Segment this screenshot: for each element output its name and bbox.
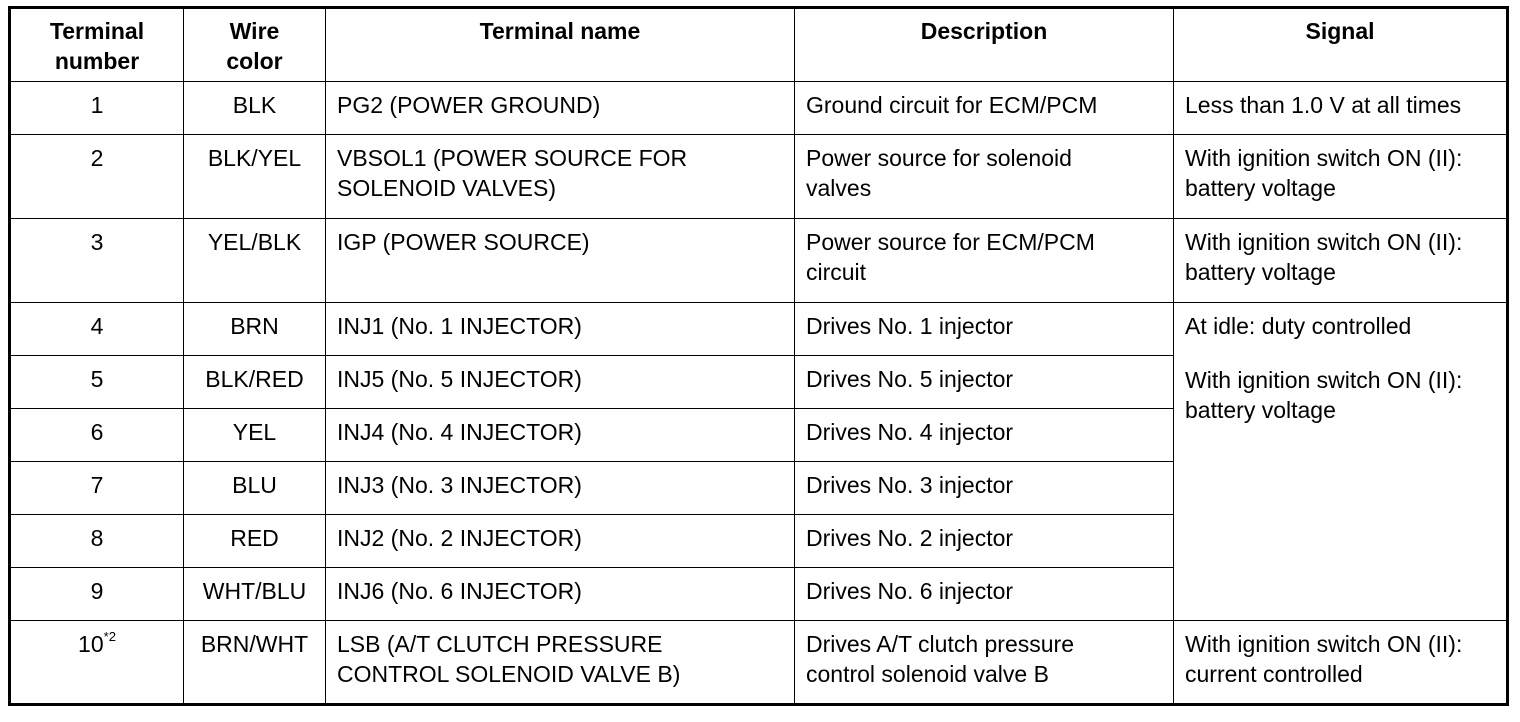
terminal-name-cell: INJ5 (No. 5 INJECTOR): [326, 356, 795, 409]
terminal-number-text: 10: [78, 631, 104, 657]
wire-color-cell: YEL/BLK: [184, 219, 326, 303]
terminal-name-cell: INJ1 (No. 1 INJECTOR): [326, 303, 795, 356]
terminal-number-cell: 1: [10, 82, 184, 135]
terminal-number-cell: [10, 621, 184, 705]
description-text: circuit: [806, 259, 867, 285]
wire-color-cell: BLK/RED: [184, 356, 326, 409]
header-terminal-number-line2: number: [54, 48, 140, 74]
signal-cell: [1174, 135, 1508, 219]
description-cell: Drives No. 3 injector: [795, 462, 1174, 515]
terminal-name-text: PG2 (POWER GROUND): [337, 92, 601, 118]
description-text: control solenoid valve B: [806, 661, 1049, 687]
signal-text: With ignition switch ON (II):: [1185, 229, 1463, 255]
description-text: Power source for ECM/PCM: [806, 229, 1095, 255]
description-cell: Drives No. 4 injector: [795, 409, 1174, 462]
description-cell: Drives No. 2 injector: [795, 515, 1174, 568]
wire-color-cell: YEL: [184, 409, 326, 462]
signal-text: At idle: duty controlled: [1185, 313, 1412, 339]
wire-color-cell: RED: [184, 515, 326, 568]
description-text: Drives A/T clutch pressure: [806, 631, 1075, 657]
header-signal: Signal: [1174, 8, 1508, 82]
terminal-name-cell: INJ4 (No. 4 INJECTOR): [326, 409, 795, 462]
signal-spacer: [1185, 341, 1506, 365]
terminal-name-text: VBSOL1 (POWER SOURCE FOR: [337, 145, 688, 171]
terminal-table-container: [8, 6, 1509, 706]
terminal-name-text: SOLENOID VALVES): [337, 175, 556, 201]
table-row: [10, 219, 1508, 303]
wire-color-cell: BRN/WHT: [184, 621, 326, 705]
terminal-number-cell: 3: [10, 219, 184, 303]
header-wire-color-line2: color: [226, 48, 283, 74]
wire-color-cell: BLK: [184, 82, 326, 135]
terminal-number-cell: 6: [10, 409, 184, 462]
header-terminal-name: Terminal name: [326, 8, 795, 82]
wire-color-cell: WHT/BLU: [184, 568, 326, 621]
description-cell: [795, 82, 1174, 135]
signal-text: With ignition switch ON (II):: [1185, 631, 1463, 657]
terminal-number-cell: 2: [10, 135, 184, 219]
terminal-table: [8, 6, 1509, 706]
table-row: [10, 82, 1508, 135]
signal-text: current controlled: [1185, 661, 1363, 687]
terminal-name-cell: [326, 621, 795, 705]
signal-text: With ignition switch ON (II):: [1185, 145, 1463, 171]
signal-text: battery voltage: [1185, 259, 1336, 285]
signal-cell: [1174, 621, 1508, 705]
description-text: Power source for solenoid: [806, 145, 1072, 171]
description-cell: Drives No. 5 injector: [795, 356, 1174, 409]
terminal-number-cell: 4: [10, 303, 184, 356]
signal-text: Less than 1.0 V at all times: [1185, 92, 1462, 118]
description-text: Ground circuit for ECM/PCM: [806, 92, 1098, 118]
terminal-name-cell: [326, 219, 795, 303]
terminal-name-cell: [326, 82, 795, 135]
description-text: valves: [806, 175, 872, 201]
signal-text: With ignition switch ON (II):: [1185, 367, 1463, 393]
description-cell: [795, 621, 1174, 705]
description-cell: [795, 219, 1174, 303]
signal-cell: [1174, 82, 1508, 135]
signal-cell: [1174, 219, 1508, 303]
terminal-name-cell: INJ3 (No. 3 INJECTOR): [326, 462, 795, 515]
table-row: [10, 135, 1508, 219]
injector-signal-cell: [1174, 303, 1508, 621]
terminal-name-text: LSB (A/T CLUTCH PRESSURE: [337, 631, 663, 657]
header-description: Description: [795, 8, 1174, 82]
description-cell: Drives No. 1 injector: [795, 303, 1174, 356]
terminal-number-cell: 9: [10, 568, 184, 621]
wire-color-cell: BRN: [184, 303, 326, 356]
wire-color-cell: BLK/YEL: [184, 135, 326, 219]
description-cell: [795, 135, 1174, 219]
terminal-name-text: IGP (POWER SOURCE): [337, 229, 590, 255]
footnote-marker: *2: [103, 629, 116, 645]
description-cell: Drives No. 6 injector: [795, 568, 1174, 621]
terminal-name-cell: [326, 135, 795, 219]
wire-color-cell: BLU: [184, 462, 326, 515]
signal-text: battery voltage: [1185, 397, 1336, 423]
header-row: [10, 8, 1508, 82]
header-wire-color-line1: Wire: [229, 18, 280, 44]
signal-text: battery voltage: [1185, 175, 1336, 201]
terminal-number-cell: 7: [10, 462, 184, 515]
terminal-number-cell: 8: [10, 515, 184, 568]
header-terminal-number-line1: Terminal: [49, 18, 145, 44]
terminal-number-cell: 5: [10, 356, 184, 409]
header-terminal-number: [10, 8, 184, 82]
table-row: [10, 621, 1508, 705]
terminal-name-cell: INJ2 (No. 2 INJECTOR): [326, 515, 795, 568]
terminal-name-cell: INJ6 (No. 6 INJECTOR): [326, 568, 795, 621]
header-wire-color: [184, 8, 326, 82]
table-row: [10, 303, 1508, 356]
terminal-name-text: CONTROL SOLENOID VALVE B): [337, 661, 681, 687]
